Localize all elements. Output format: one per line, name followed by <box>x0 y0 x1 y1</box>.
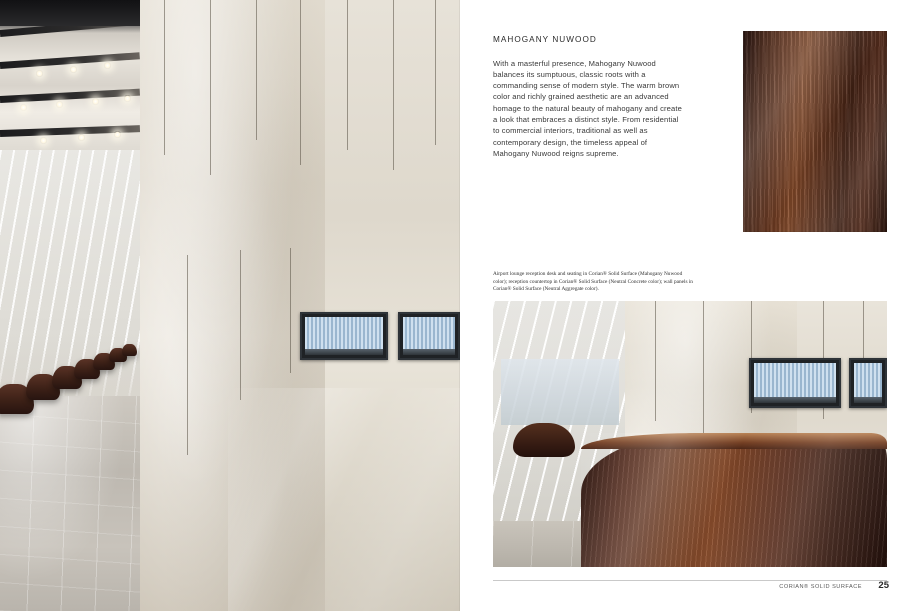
monitor <box>849 358 887 408</box>
reception-desk <box>228 388 460 611</box>
photo-caption: Airport lounge reception desk and seating in Corian® Solid Surface (Mahogany Nuwood color); reception countertop in Corian® Solid Surface (Neutral Concrete color); wall panels in Corian® Solid Surface (Neutral Aggregate color). <box>493 271 693 293</box>
sky-view <box>501 359 619 425</box>
seating-pod-detail <box>513 423 575 457</box>
monitor <box>749 358 841 408</box>
monitor <box>398 312 460 360</box>
reception-desk-detail <box>581 433 887 567</box>
footer-divider <box>493 580 887 581</box>
material-swatch <box>743 31 887 232</box>
seating-pods-row <box>0 330 145 460</box>
page-number: 25 <box>878 580 889 591</box>
text-page <box>460 0 920 611</box>
page-title: MAHOGANY NUWOOD <box>493 35 597 45</box>
detail-photo <box>493 301 887 567</box>
footer-brand: CORIAN® SOLID SURFACE <box>779 584 862 590</box>
body-copy: With a masterful presence, Mahogany Nuwood balances its sumptuous, classic roots with a commanding sense of modern style. The warm brown color and richly grained aesthetic are an advanced homage to the natural beauty of mahogany and create a look that embraces a distinct style. From residential to commercial interiors, traditional as well as contemporary design, the timeless appeal of Mahogany Nuwood reigns supreme. <box>493 58 682 158</box>
monitor <box>300 312 388 360</box>
